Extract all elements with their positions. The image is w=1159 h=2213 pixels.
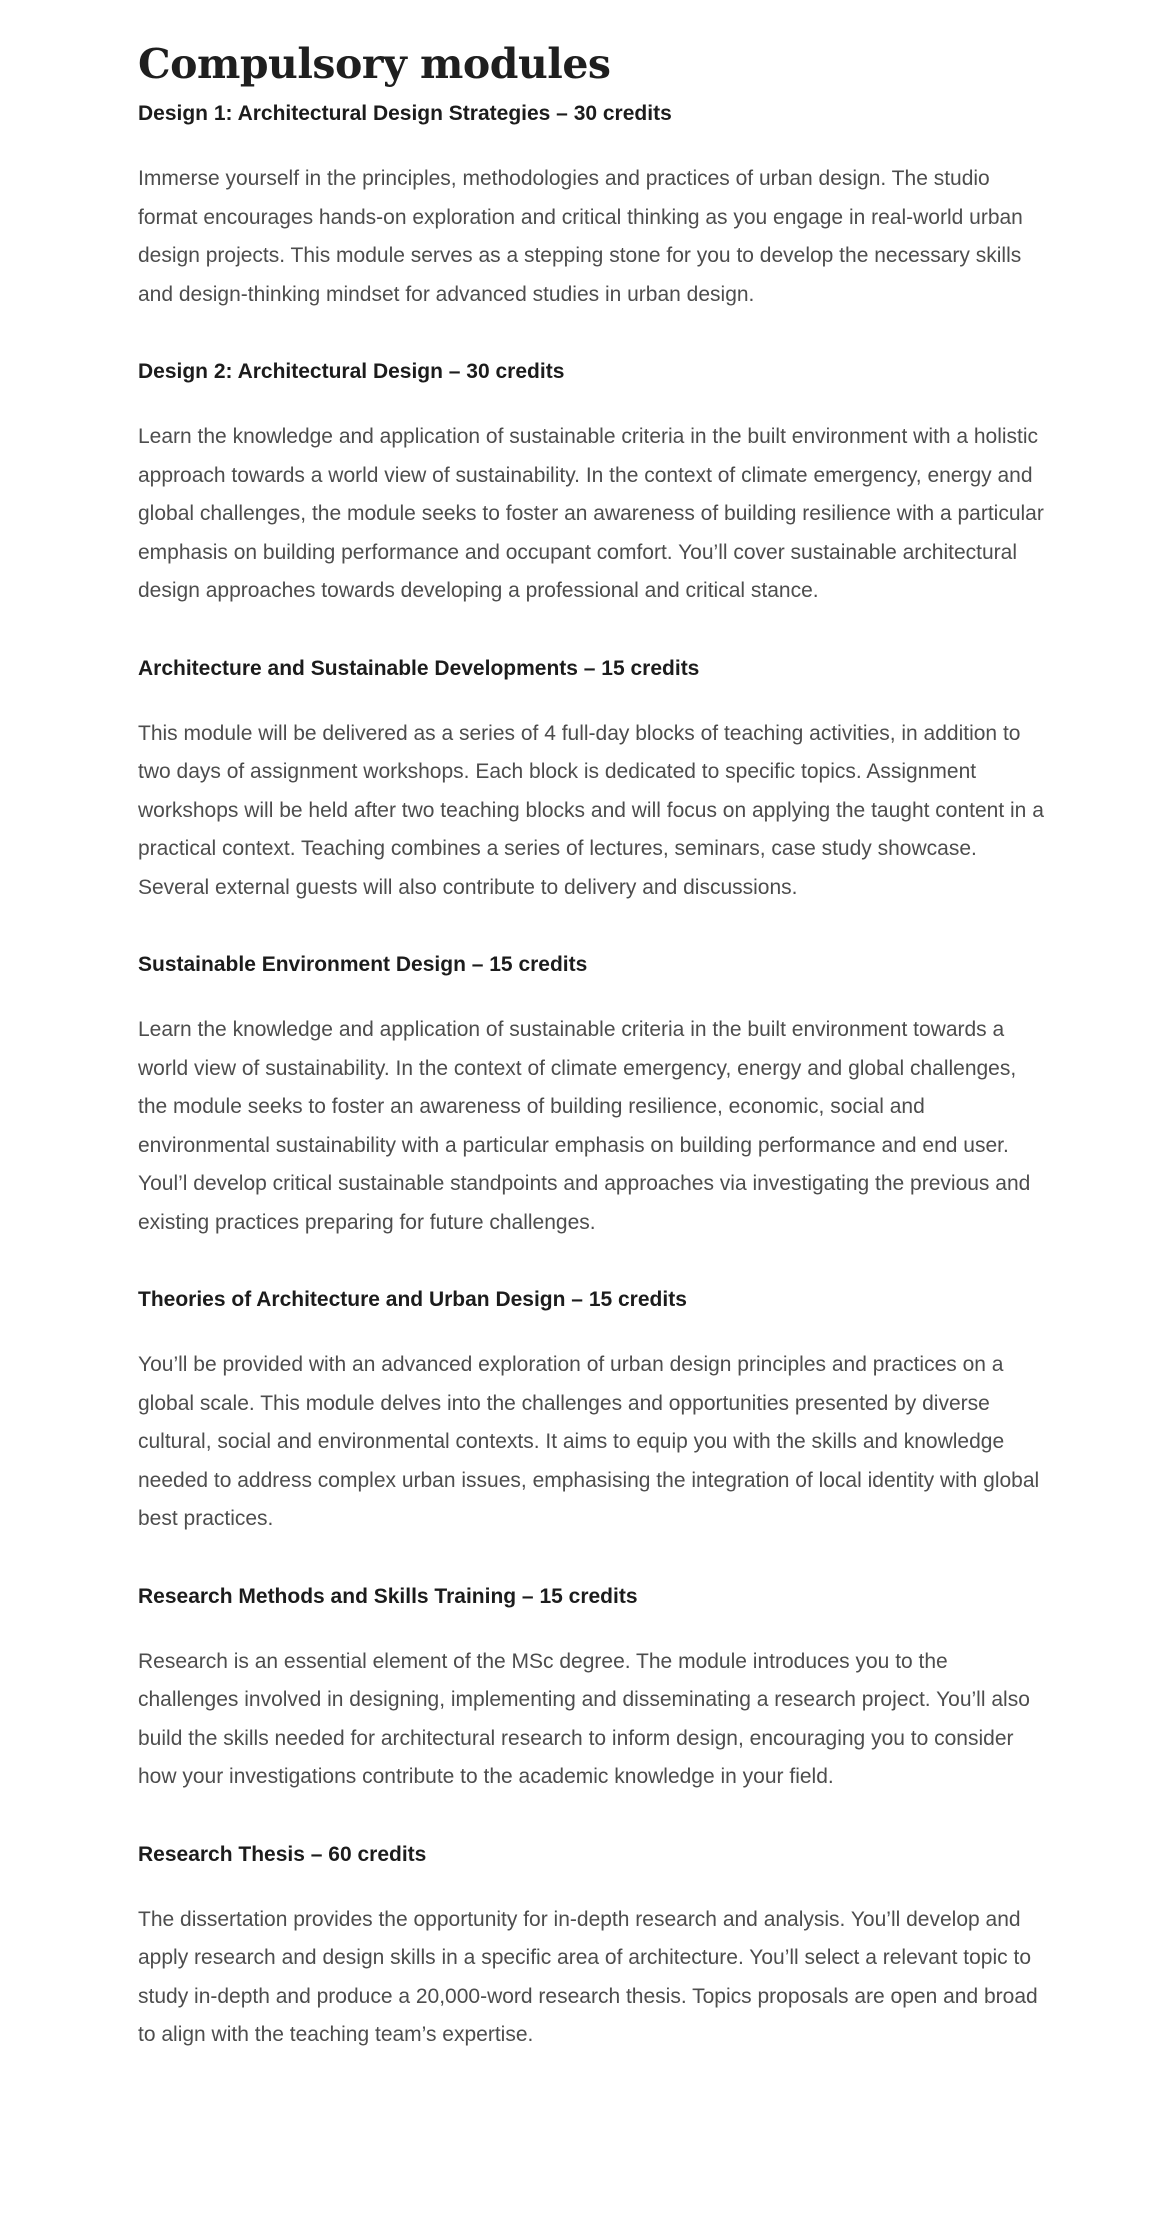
page-title: Compulsory modules <box>138 40 611 88</box>
module-description: Learn the knowledge and application of sustainable criteria in the built environment with a holistic approach towards a world view of sustainability. In the context of climate emergency, energy and global challenges, the module seeks to foster an awareness of building resilience with a particular emphasis on building performance and occupant comfort. You’ll cover sustainable architectural design approaches towards developing a professional and critical stance. <box>138 425 1044 602</box>
module-title: Architecture and Sustainable Developments – 15 credits <box>138 656 700 680</box>
module-title: Research Thesis – 60 credits <box>138 1842 427 1866</box>
module-theories-architecture-urban-design <box>138 1286 1048 1539</box>
module-description: Immerse yourself in the principles, methodologies and practices of urban design. The studio format encourages hands-on exploration and critical thinking as you engage in real-world urban design projects. This module serves as a stepping stone for you to develop the necessary skills and design-thinking mindset for advanced studies in urban design. <box>138 167 1023 306</box>
module-description: Research is an essential element of the MSc degree. The module introduces you to the challenges involved in designing, implementing and disseminating a research project. You’ll also build the skills needed for architectural research to inform design, encouraging you to consider how your investigations contribute to the academic knowledge in your field. <box>138 1649 1030 1788</box>
module-title: Research Methods and Skills Training – 15 credits <box>138 1584 638 1608</box>
module-sustainable-environment-design <box>138 951 1048 1242</box>
module-research-thesis <box>138 1841 1048 2055</box>
module-design-1 <box>138 100 1048 314</box>
module-architecture-sustainable-developments <box>138 655 1048 908</box>
module-description: Learn the knowledge and application of sustainable criteria in the built environment towards a world view of sustainability. In the context of climate emergency, energy and global challenges, the module seeks to foster an awareness of building resilience, economic, social and environmental sustainability with a particular emphasis on building performance and end user. Youl’l develop critical sustainable standpoints and approaches via investigating the previous and existing practices preparing for future challenges. <box>138 1018 1031 1234</box>
module-description: This module will be delivered as a series of 4 full-day blocks of teaching activities, in addition to two days of assignment workshops. Each block is dedicated to specific topics. Assignment workshops will be held after two teaching blocks and will focus on applying the taught content in a practical context. Teaching combines a series of lectures, seminars, case study showcase. Several external guests will also contribute to delivery and discussions. <box>138 721 1044 899</box>
module-title: Design 1: Architectural Design Strategies – 30 credits <box>138 102 672 125</box>
modules-section <box>138 0 1048 2055</box>
module-title: Sustainable Environment Design – 15 credits <box>138 953 588 976</box>
module-description: The dissertation provides the opportunity for in-depth research and analysis. You’ll develop and apply research and design skills in a specific area of architecture. You’ll select a relevant topic to study in-depth and produce a 20,000-word research thesis. Topics proposals are open and broad to align with the teaching team’s expertise. <box>138 1907 1038 2046</box>
module-title: Design 2: Architectural Design – 30 credits <box>138 360 565 383</box>
module-design-2 <box>138 358 1048 611</box>
module-research-methods <box>138 1583 1048 1797</box>
module-description: You’ll be provided with an advanced exploration of urban design principles and practices on a global scale. This module delves into the challenges and opportunities presented by diverse cultural, social and environmental contexts. It aims to equip you with the skills and knowledge needed to address complex urban issues, emphasising the integration of local identity with global best practices. <box>138 1353 1040 1530</box>
module-title: Theories of Architecture and Urban Design – 15 credits <box>138 1288 687 1311</box>
